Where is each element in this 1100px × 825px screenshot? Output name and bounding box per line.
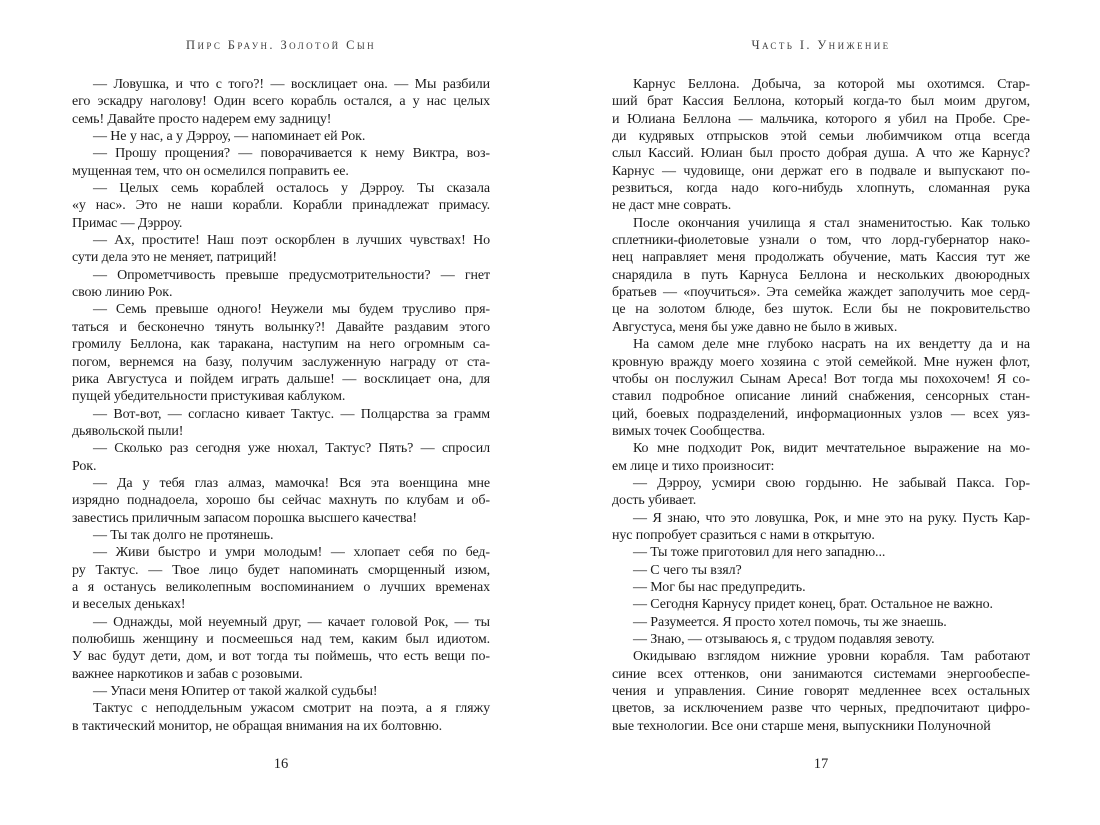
text-line: ций, боевых подразделений, информационных узлов — всех уяз- — [612, 406, 1030, 422]
text-line: нус попробует сразиться с нами в открытую. — [612, 527, 875, 543]
text-line: кровную вражду моего хозяина с этой семейкой. Мне нужен флот, — [612, 354, 1030, 370]
text-line: Карнус — чудовище, они держат его в подвале и выпускают по- — [612, 163, 1030, 179]
text-line: Окидываю взглядом нижние уровни корабля. Там работают — [633, 649, 1030, 665]
text-block-left — [72, 76, 490, 735]
page-number-right: 17 — [813, 756, 829, 772]
text-line: сплетники-фиолетовые узнали о том, что лорд-губернатор нако- — [612, 233, 1030, 249]
text-line: Тактус с неподдельным ужасом смотрит на поэта, а я гляжу — [93, 701, 490, 717]
text-line: — Семь превыше одного! Неужели мы будем трусливо пря- — [93, 302, 490, 318]
text-line: в тактический монитор, не обращая внимания на их болтовню. — [72, 718, 443, 734]
text-line: свою линию Рок. — [72, 285, 173, 301]
text-line: ди кудрявых отпрысков этой семьи любимчиком отца всегда — [612, 129, 1030, 145]
text-line: — Вот-вот, — согласно кивает Тактус. — Полцарства за грамм — [93, 406, 490, 422]
text-line: — Опрометчивость превыше предусмотрительности? — гнет — [93, 267, 490, 283]
text-line: На самом деле мне глубоко насрать на их вендетту да и на — [633, 337, 1030, 353]
text-line: вимых точек Сообщества. — [612, 423, 765, 439]
paragraph — [72, 700, 490, 735]
text-line: ем лице и тихо произносит: — [612, 458, 775, 474]
text-line: — Живи быстро и умри молодым! — хлопает себя по бед- — [93, 545, 490, 561]
paragraph — [72, 614, 490, 683]
text-line: изрядно поднадоела, хорошо бы сейчас махнуть по клубам и об- — [72, 493, 490, 509]
paragraph — [72, 180, 490, 232]
paragraph — [612, 614, 1030, 631]
paragraph — [612, 579, 1030, 596]
text-line: — Сегодня Карнусу придет конец, брат. Остальное не важно. — [633, 597, 993, 613]
running-head-right: Часть I. Унижение — [751, 38, 891, 52]
paragraph — [612, 215, 1030, 336]
text-line: слыл Кассий. Юлиан был просто добрая душа. А что же Карнус? — [612, 146, 1030, 162]
paragraph — [612, 544, 1030, 561]
text-line: таться и бесконечно тянуть волынку?! Давайте раздавим этого — [72, 319, 490, 335]
paragraph — [612, 336, 1030, 440]
text-line: — Упаси меня Юпитер от такой жалкой судьбы! — [93, 684, 378, 700]
paragraph — [72, 267, 490, 302]
text-line: ший брат Кассия Беллона, который когда-то был моим другом, — [612, 94, 1030, 110]
text-line: рика Августуса и пойдем играть дальше! — восклицает она, для — [72, 371, 490, 387]
paragraph — [72, 683, 490, 700]
text-line: чения и управления. Синие говорят медленнее всех остальных — [612, 684, 1030, 700]
text-line: — Я знаю, что это ловушка, Рок, и мне это на руку. Пусть Кар- — [633, 510, 1030, 526]
text-line: «у нас». Это не наши корабли. Корабли принадлежат примасу. — [72, 198, 490, 214]
text-line: сути дела это не меняет, патриций! — [72, 250, 277, 266]
text-line: Ко мне подходит Рок, видит мечтательное выражение на мо- — [633, 441, 1030, 457]
text-line: резвиться, когда надо кого-нибудь хлопнуть, сломанная рука — [612, 181, 1030, 197]
text-line: завестись приличным запасом порошка высшего качества! — [72, 510, 417, 526]
text-line: цветов, за исключением разве что черных, предпочитают цифро- — [612, 701, 1030, 717]
text-line: — Ловушка, и что с того?! — восклицает она. — Мы разбили — [93, 77, 490, 92]
paragraph — [72, 76, 490, 128]
text-line: — Сколько раз сегодня уже нюхал, Тактус? Пять? — спросил — [93, 441, 490, 457]
text-line: а я останусь великолепным воспоминанием о лучших временах — [72, 579, 490, 595]
text-line: — Разумеется. Я просто хотел помочь, ты же знаешь. — [633, 614, 947, 630]
text-line: — Ты так долго не протянешь. — [93, 527, 274, 543]
page-right — [612, 0, 1030, 825]
text-line: — Не у нас, а у Дэрроу, — напоминает ей Рок. — [93, 129, 366, 145]
text-line: — Целых семь кораблей осталось у Дэрроу. Ты сказала — [93, 181, 490, 197]
paragraph — [72, 475, 490, 527]
paragraph — [72, 232, 490, 267]
page-number-left: 16 — [273, 756, 289, 772]
paragraph — [72, 527, 490, 544]
text-line: Рок. — [72, 458, 97, 474]
text-line: — Ах, простите! Наш поэт оскорблен в лучших чувствах! Но — [93, 233, 490, 249]
text-line: — Дэрроу, усмири свою гордыню. Не забывай Пакса. Гор- — [633, 475, 1030, 491]
paragraph — [72, 406, 490, 441]
page-left — [72, 0, 490, 825]
text-line: — Однажды, мой неуемный друг, — качает головой Рок, — ты — [93, 614, 490, 630]
text-line: не даст мне соврать. — [612, 198, 732, 214]
text-line: и Юлиана Беллона — мальчика, которого я убил на Пробе. Сре- — [612, 111, 1030, 127]
text-line: снарядила в путь Карнуса Беллона и нескольких двоюродных — [612, 267, 1030, 283]
paragraph — [612, 648, 1030, 735]
paragraph — [72, 544, 490, 613]
text-line: погом, вернемся на базу, получим заслуженную награду от ста- — [72, 354, 490, 370]
paragraph — [612, 475, 1030, 510]
text-line: ру Тактус. — Твое лицо будет напоминать сморщенный изюм, — [72, 562, 490, 578]
text-line: — Прошу прощения? — поворачивается к нему Виктра, воз- — [93, 146, 490, 162]
text-line: ставил подробное описание линий снабжения, сенсорных стан- — [612, 389, 1030, 405]
paragraph — [612, 596, 1030, 613]
text-line: братьев — «поучиться». Эта семейка жаждет заполучить мое серд- — [612, 285, 1030, 301]
text-block-right — [612, 76, 1030, 735]
text-line: — Мог бы нас предупредить. — [633, 579, 806, 595]
paragraph — [612, 510, 1030, 545]
text-line: Карнус Беллона. Добыча, за которой мы охотимся. Стар- — [633, 77, 1030, 92]
text-line: пущей убедительности пристукивая каблуком. — [72, 389, 346, 405]
text-line: громилу Беллона, как таракана, наступим на него огромным са- — [72, 337, 490, 353]
text-line: мущенная тем, что он осмелился поправить ее. — [72, 163, 349, 179]
text-line: семь! Давайте просто надерем ему задницу! — [72, 111, 332, 127]
text-line: полюбишь женщину и посмеешься над тем, каким был идиотом. — [72, 632, 490, 647]
running-head-left: Пирс Браун. Золотой Сын — [186, 38, 376, 52]
text-line: — Ты тоже приготовил для него западню... — [633, 545, 886, 561]
text-line: — С чего ты взял? — [633, 562, 742, 578]
paragraph — [612, 631, 1030, 648]
paragraph — [72, 145, 490, 180]
text-line: У вас будут дети, дом, и вот тогда ты поймешь, что есть вещи по- — [72, 649, 490, 665]
text-line: — Да у тебя глаз алмаз, мамочка! Вся эта военщина мне — [93, 475, 490, 491]
text-line: вые технологии. Все они старше меня, выпускники Полуночной — [612, 718, 991, 734]
text-line: После окончания училища я стал знаменитостью. Как только — [633, 215, 1030, 231]
text-line: Примас — Дэрроу. — [72, 215, 183, 231]
text-line: дость убивает. — [612, 493, 697, 509]
text-line: дьявольской пыли! — [72, 423, 184, 439]
paragraph — [72, 128, 490, 145]
paragraph — [612, 76, 1030, 215]
text-line: Августуса, меня бы уже давно не было в живых. — [612, 319, 898, 335]
text-line: нец направляет меня продолжать обучение, мать Кассия тут же — [612, 250, 1030, 266]
text-line: его эскадру наголову! Один всего корабль остался, а у нас целых — [72, 94, 490, 110]
text-line: синие всех оттенков, они занимаются системами энергообеспе- — [612, 666, 1030, 682]
paragraph — [612, 562, 1030, 579]
text-line: чтобы он послужил Сынам Ареса! Вот тогда мы похохочем! Я со- — [612, 371, 1030, 387]
text-line: и веселых деньках! — [72, 597, 186, 613]
paragraph — [612, 440, 1030, 475]
paragraph — [72, 440, 490, 475]
text-line: це на золотом блюде, без шуток. Если бы не покровительство — [612, 302, 1030, 318]
text-line: — Знаю, — отзываюсь я, с трудом подавляя зевоту. — [633, 632, 935, 647]
paragraph — [72, 301, 490, 405]
text-line: важнее наркотиков и забав с розовыми. — [72, 666, 303, 682]
